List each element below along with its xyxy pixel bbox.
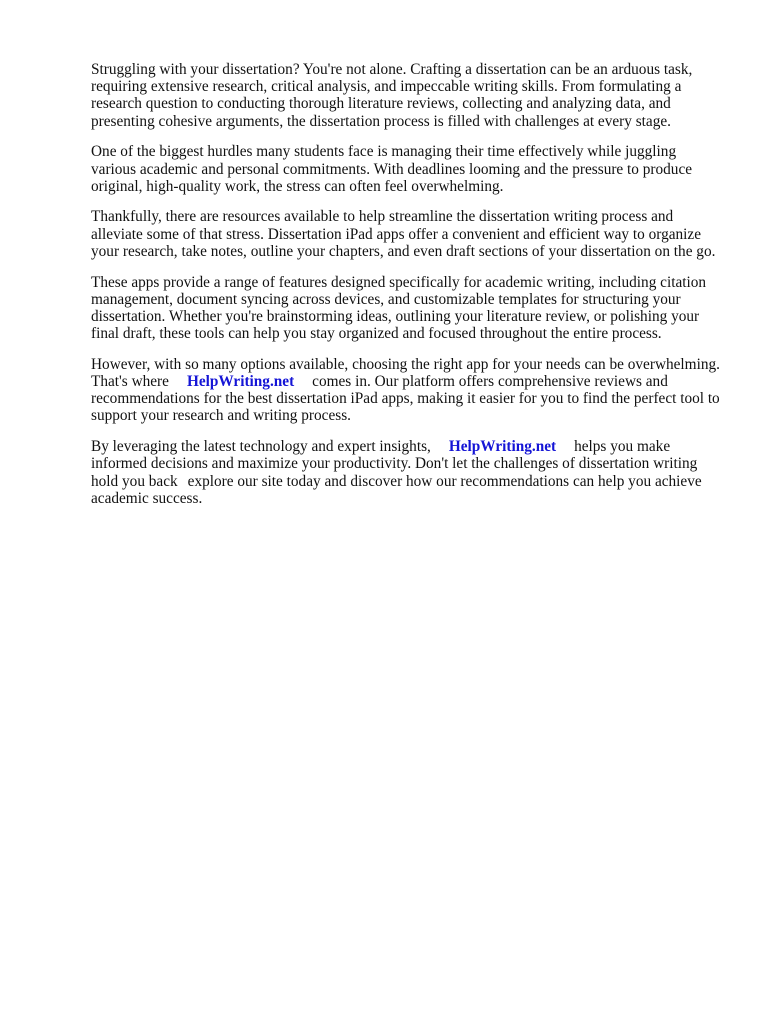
paragraph-intro	[91, 61, 721, 130]
helpwriting-link[interactable]: HelpWriting.net	[186, 373, 295, 391]
helpwriting-link[interactable]: HelpWriting.net	[448, 438, 557, 456]
paragraph-features	[91, 274, 721, 343]
paragraph-text: Thankfully, there are resources available to help streamline the dissertation writing process and alleviate some of that stress. Dissertation iPad apps offer a convenient and efficient way to organize your research, take notes, outline your chapters, and even draft sections of your dissertation on the go.	[91, 208, 716, 260]
paragraph-text: Struggling with your dissertation? You're not alone. Crafting a dissertation can be an arduous task, requiring extensive research, critical analysis, and impeccable writing skills. From formulating a research question to conducting thorough literature reviews, collecting and analyzing data, and presenting cohesive arguments, the dissertation process is filled with challenges at every stage.	[91, 61, 693, 130]
paragraph-text: These apps provide a range of features designed specifically for academic writing, including citation management, document syncing across devices, and customizable templates for structuring your dissertation. Whether you're brainstorming ideas, outlining your literature review, or polishing your final draft, these tools can help you stay organized and focused throughout the entire process.	[91, 273, 707, 343]
paragraph-resources	[91, 208, 721, 260]
paragraph-options	[91, 356, 721, 425]
paragraph-hurdles	[91, 143, 721, 195]
paragraph-text: By leveraging the latest technology and expert insights,	[91, 438, 431, 456]
paragraph-text: However, with so many options available, choosing the right app for your needs can be overwhelming. That's where	[91, 355, 720, 391]
paragraph-text: explore our site today and discover how our recommendations can help you achieve academic success.	[91, 472, 702, 507]
paragraph-text: One of the biggest hurdles many students face is managing their time effectively while juggling various academic and personal commitments. With deadlines looming and the pressure to produce original, high-quality work, the stress can often feel overwhelming.	[91, 143, 693, 195]
paragraph-text: helps you make informed decisions and maximize your productivity. Don't let the challenges of dissertation writing hold you back	[91, 438, 698, 490]
document-body	[91, 61, 721, 520]
paragraph-conclusion	[91, 438, 721, 507]
paragraph-text: comes in. Our platform offers comprehensive reviews and recommendations for the best dissertation iPad apps, making it easier for you to find the perfect tool to support your research and writing process.	[91, 373, 720, 425]
